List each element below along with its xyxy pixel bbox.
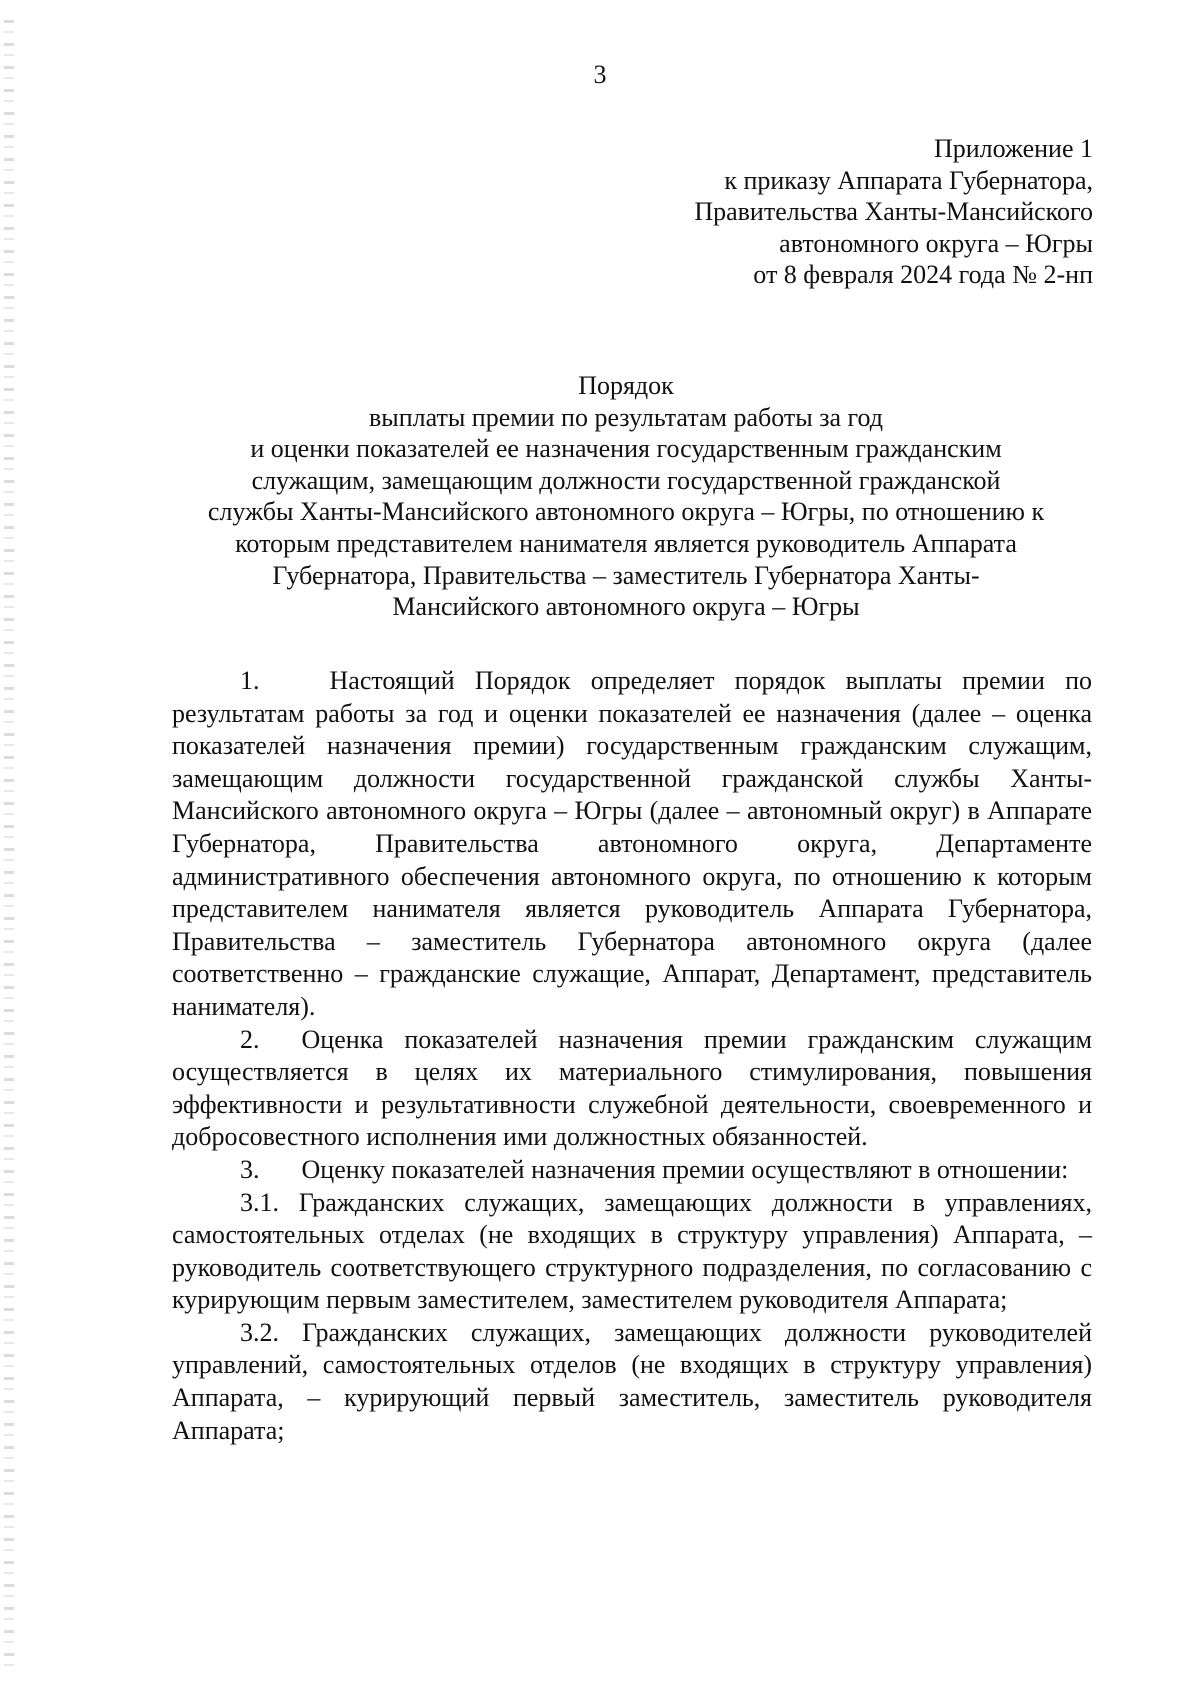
title-line: службы Ханты-Мансийского автономного округа – Югры, по отношению к [207, 497, 1045, 527]
paragraph-number: 3. [240, 1154, 260, 1184]
document-body [172, 665, 1092, 1447]
paragraph-text: Настоящий Порядок определяет порядок выплаты премии по результатам работы за год и оценки показателей ее назначения (далее – оценка показателей назначения премии) государственным гражданским служащим, замещающим должности государственной гражданской службы Ханты-Мансийского автономного округа – Югры (далее – автономный округ) в Аппарате Губернатора, Правительства автономного округа, Департаменте административного обеспечения автономного округа, по отношению к которым представителем нанимателя является руководитель Аппарата Губернатора, Правительства – заместитель Губернатора автономного округа (далее соответственно – гражданские служащие, Аппарат, Департамент, представитель нанимателя). [172, 666, 1092, 1021]
appendix-line: к приказу Аппарата Губернатора, [724, 165, 1093, 195]
appendix-header [694, 133, 1093, 291]
title-line: которым представителем нанимателя является руководитель Аппарата [235, 528, 1017, 558]
title-line: Мансийского автономного округа – Югры [392, 592, 860, 622]
appendix-line: от 8 февраля 2024 года № 2-нп [753, 260, 1093, 290]
scan-edge-artifact [4, 20, 14, 1670]
title-line: и оценки показателей ее назначения государственным гражданским [250, 434, 1002, 464]
page-number: 3 [593, 60, 607, 89]
paragraph-text: Оценку показателей назначения премии осуществляют в отношении: [301, 1154, 1069, 1184]
paragraph-1 [172, 665, 1092, 1024]
appendix-line: Приложение 1 [933, 134, 1093, 163]
title-line: Порядок [578, 371, 674, 400]
paragraph-number: 2. [240, 1024, 260, 1054]
document-title [160, 370, 1092, 623]
title-line: Губернатора, Правительства – заместитель Губернатора Ханты- [272, 560, 980, 590]
paragraph-2 [172, 1024, 1092, 1154]
title-line: служащим, замещающим должности государственной гражданской [251, 465, 1001, 495]
paragraph-3-2 [172, 1317, 1092, 1447]
paragraph-number: 1. [240, 666, 260, 695]
appendix-line: автономного округа – Югры [779, 228, 1093, 258]
paragraph-text: 3.2. Гражданских служащих, замещающих должности руководителей управлений, самостоятельных отделов (не входящих в структуру управления) Аппарата, – курирующий первый заместитель, заместитель руководителя Аппарата; [172, 1317, 1092, 1445]
paragraph-3 [172, 1154, 1092, 1187]
appendix-line: Правительства Ханты-Мансийского [694, 197, 1093, 227]
paragraph-text: 3.1. Гражданских служащих, замещающих должности в управлениях, самостоятельных отделах (не входящих в структуру управления) Аппарата, – руководитель соответствующего структурного подразделения, по согласованию с курирующим первым заместителем, заместителем руководителя Аппарата; [172, 1187, 1092, 1315]
title-line: выплаты премии по результатам работы за год [368, 402, 884, 432]
paragraph-text: Оценка показателей назначения премии гражданским служащим осуществляется в целях их материального стимулирования, повышения эффективности и результативности служебной деятельности, своевременного и добросовестного исполнения ими должностных обязанностей. [172, 1024, 1092, 1152]
paragraph-3-1 [172, 1187, 1092, 1317]
